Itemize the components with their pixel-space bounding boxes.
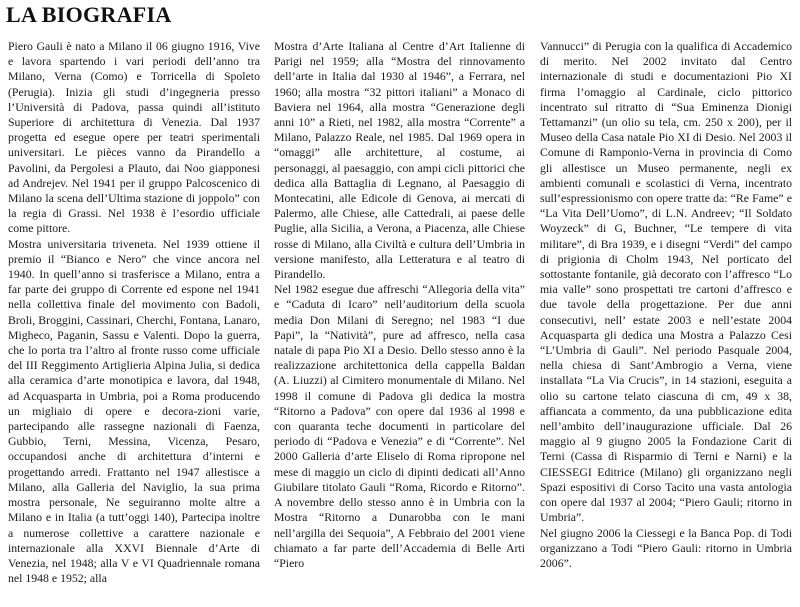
paragraph: Piero Gauli è nato a Milano il 06 giugno 1916, Vive e lavora spartendo i vari periodi dell’anno tra Milano, Verna (Como) e Torricella di Spoleto (Perugia). Inizia gli studi d’ingegneria presso l’Università di Padova, passa quindi all’istituto Superiore di architettura di Venezia. Dal 1937 progetta ed esegue opere per teatri sperimentali universitari. Le pièces vanno da Pirandello a Pavolini, da Pergolesi a Plauto, dai Noo giapponesi ad Andrejev. Nel 1941 per il gruppo Palcoscenico di Milano la scena dell’Ultima stazione di joppolo” con la regia di Grassi. Nel 1938 è l’esordio ufficiale come pittore. (8, 39, 260, 236)
paragraph: Mostra universitaria triveneta. Nel 1939 ottiene il premio il “Bianco e Nero” che vince ancora nel 1940. In quell’anno si trasferisce a Milano, entra a far parte dei gruppo di Corrente ed espone nel 1941 nella collettiva finale del movimento con Badoli, Broli, Broggini, Cassinari, Cherchi, Fontana, Lanaro, Migheco, Paganin, Sassu e Valenti. Dopo la guerra, che lo porta tra l’altro al fronte russo come ufficiale del III Reggimento Artiglieria Alpina Julia, si dedica alla ceramica d’arte monotipica e lavora, dal 1948, ad Acquasparta in Umbria, poi a Roma producendo un migliaio di opere e decora-zioni varie, partecipando alle rassegne nazionali di Faenza, Gubbio, Terni, Messina, Vicenza, Pesaro, occupandosi anche di architettura d’interni e progettando arredi. Frattanto nel 1947 allestisce a Milano, alla Galleria del Naviglio, la sua prima mostra personale, Ne seguiranno molte altre a Milano e in Italia (a tutt’oggi 140), Partecipa inoltre a numerose collettive a carattere nazionale e internazionale alla XXVI Biennale d’Arte di Venezia, nel 1948; alla V e VI Quadriennale romana nel 1948 e 1952; alla (8, 236, 260, 586)
text-column-1 (8, 39, 260, 586)
paragraph: Vannucci” di Perugia con la qualifica di Accademico di merito. Nel 2002 invitato dal Centro internazionale di studi e documentazioni Pio XI firma l’omaggio al Cardinale, ciclo pittorico incentrato sul ritratto di “Sua Eminenza Dionigi Tettamanzi” (un olio su tela, cm. 250 x 200), per il Museo della Casa natale Pio XI di Desio. Nel 2003 il Comune di Ramponio-Verna in provincia di Como gli allestisce un Museo permanente, negli ex ambienti comunali e scolastici di Verna, incentrato sull’espressionismo con opere tratte da: “Re Fame” e “La Vita Dell’Uomo”, di L.N. Andreev; “Il Soldato Woyzeck” di G, Buchner, “Le tempere di vita militare”, di Bra 1939, e i disegni “Verdi” del campo di prigionia di Cholm 1943, Nel porticato del sottostante fontanile, già decorato con l’affresco “Lo mia valle” sono prospettati tre cartoni d’affresco e due tavole della progettazione. Per due anni consecutivi, nell’ estate 2003 e nell’estate 2004 Acquasparta gli dedica una Mostra a Palazzo Cesi “L’Umbria di Gauli”. Nel periodo Pasquale 2004, nella chiesa di Sant’Ambrogio a Verna, viene installata “La Via Crucis”, in 14 stazioni, eseguita a olio su cartone telato ciascuna di cm, 49 x 38, affiancata a commento, da una pubblicazione edita nell’ambito dell’inaugurazione ufficiale. Dal 26 maggio al 9 giugno 2005 la Fondazione Carit di Terni (Cassa di Risparmio di Terni e Narni) e la CIESSEGI Editrice (Milano) gli organizzano negli Spazi espositivi di Corso Tacito una vasta antologia con opere dal 1937 al 2004; “Piero Gauli; ritorno in Umbria”. (540, 39, 792, 525)
text-column-2 (274, 39, 525, 571)
paragraph: Nel 1982 esegue due affreschi “Allegoria della vita” e “Caduta di Icaro” nell’auditorium della scuola media Don Milani di Seregno; nel 1983 “I due Papi”, la “Natività”, pure ad affresco, nella casa natale di papa Pio XI a Desio. Dello stesso anno è la realizzazione architettonica della cappella Baldan (A. Liuzzi) al Cimitero monumentale di Milano. Nel 1998 il comune di Padova gli dedica la mostra “Ritorno a Padova” con opere dal 1936 al 1998 e con quaranta teche documenti in particolare del periodo di “Padova e Venezia” e di “Corrente”. Nel 2000 Galleria d’arte Eliselo di Roma ripropone nel mese di maggio un ciclo di dipinti dedicati all’Anno Giubilare titolato Gauli “Roma, Ricordo e Ritorno”. A novembre dello stesso anno è in Umbria con la Mostra “Ritorno a Dunarobba con le mani nell’argilla dei Sequoia”, A Febbraio del 2001 viene chiamato a far parte dell’Accademia di Belle Arti “Piero (274, 282, 525, 570)
paragraph: Nel giugno 2006 la Ciessegi e la Banca Pop. di Todi organizzano a Todi “Piero Gauli: ritorno in Umbria 2006”. (540, 525, 792, 570)
text-column-3 (540, 39, 792, 571)
paragraph: Mostra d’Arte Italiana al Centre d’Art Italienne di Parigi nel 1959; alla “Mostra del rinnovamento dell’arte in Italia dal 1930 al 1946”, a Ferrara, nel 1960; alla mostra “32 pittori italiani” a Monaco di Baviera nel 1964, alla mostra “Generazione degli anni 10” a Rieti, nel 1982, alla mostra “Corrente” a Milano, Palazzo Reale, nel 1985. Dal 1969 opera in “omaggi” alle architetture, al costume, ai personaggi, al paesaggio, con ampi cicli pittorici che dedica alla Battaglia di Legnano, al Paesaggio di Montecatini, alle Edicole di Genova, ai mercati di Palermo, alle Chiese, alle Cattedrali, ai paese delle Puglie, alla Sicilia, a Verona, a Piacenza, alle Chiese rosse di Milano, alla Civiltà e cultura dell’Umbria in versione manifesto, alla Letteratura e al teatro di Pirandello. (274, 39, 525, 282)
page-title: LA BIOGRAFIA (6, 2, 172, 27)
